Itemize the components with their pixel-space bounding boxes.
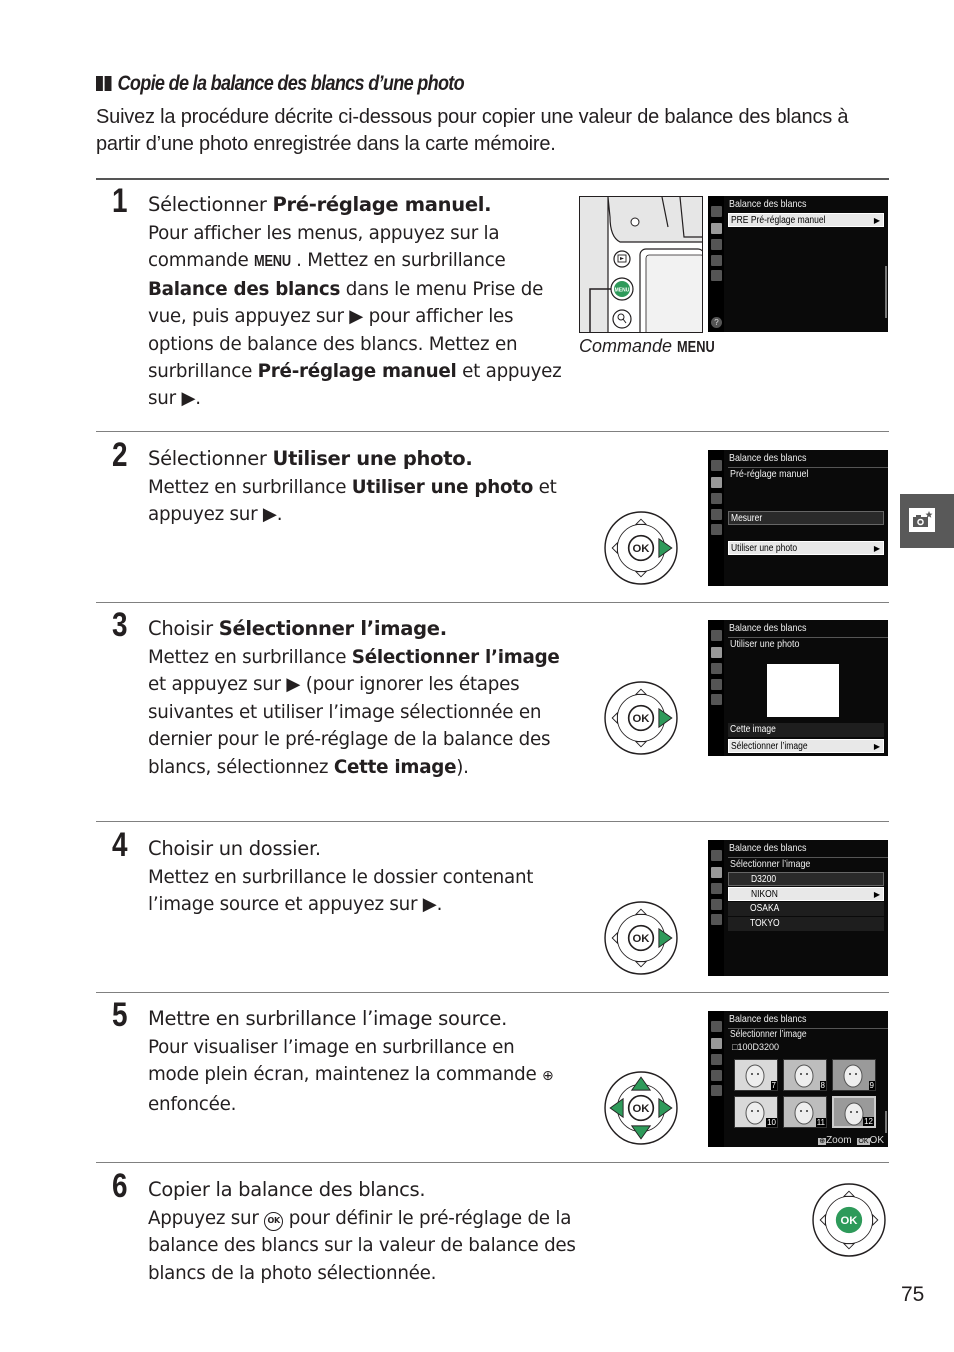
step-number: 4 [112, 826, 128, 864]
intro-paragraph: Suivez la procédure décrite ci-dessous pour copier une valeur de balance des blancs à partir d’une photo enregistrée dans la carte mémoire. [96, 106, 849, 155]
step-title: Choisir un dossier. [148, 837, 321, 860]
step-title: Sélectionner Pré-réglage manuel. [148, 193, 492, 216]
multi-selector-step4 [604, 901, 678, 975]
menu-row-select-image[interactable]: Sélectionner l’image ▶ [728, 739, 884, 753]
photo-thumbnail[interactable]: 8 [783, 1059, 827, 1091]
step-body: Mettez en surbrillance Sélectionner l’image et appuyez sur ▶ (pour ignorer les étapes suivantes et utiliser l’image sélectionnée en dernier pour le pré-réglage de la balance des blancs, sélectionnez Cette image). [148, 647, 560, 778]
divider [96, 821, 889, 822]
step-title: Mettre en surbrillance l’image source. [148, 1007, 507, 1030]
divider [96, 431, 889, 432]
step-number: 6 [112, 1167, 128, 1205]
step-title: Copier la balance des blancs. [148, 1178, 426, 1201]
step-number: 3 [112, 606, 128, 644]
divider [96, 992, 889, 993]
camera-screen-choose-folder: Balance des blancs Sélectionner l’image D3200 NIKON ▶ OSAKA TOKYO [708, 840, 888, 976]
folder-row[interactable]: TOKYO [728, 917, 884, 931]
svg-text:OK: OK [632, 933, 650, 946]
svg-text:OK: OK [632, 713, 650, 726]
camera-star-icon [909, 508, 935, 532]
photo-thumbnail[interactable]: 9 [832, 1059, 876, 1091]
multi-selector-step6 [812, 1183, 886, 1257]
scrollbar[interactable] [885, 1111, 887, 1133]
multi-selector-step5 [604, 1071, 678, 1145]
menu-row-use-photo[interactable]: Utiliser une photo ▶ [728, 541, 884, 555]
image-preview [767, 664, 839, 717]
folder-label: □100D3200 [732, 1042, 779, 1052]
divider [96, 1162, 889, 1163]
folder-row[interactable]: NIKON ▶ [728, 887, 884, 901]
step-body: Pour visualiser l’image en surbrillance en mode plein écran, maintenez la commande ⊕ enfoncée. [148, 1037, 554, 1115]
menu-row-mesurer[interactable]: Mesurer [728, 511, 884, 525]
divider [96, 178, 889, 180]
step-body: Mettez en surbrillance Utiliser une photo et appuyez sur ▶. [148, 477, 557, 526]
folder-row[interactable]: OSAKA [728, 902, 884, 916]
menu-button-icon: MENU [254, 253, 291, 271]
menu-row-pre[interactable]: PRE Pré-réglage manuel ▶ [728, 213, 884, 227]
section-marker-icon [105, 76, 112, 91]
zoom-in-button-icon: ⊕ [542, 1068, 554, 1085]
camera-screen-wb-menu: Balance des blancs PRE Pré-réglage manuel ▶ ? [708, 196, 888, 332]
svg-text:OK: OK [840, 1215, 858, 1228]
step-number: 2 [112, 436, 128, 474]
step-body: Appuyez sur OK pour définir le pré-réglage de la balance des blancs sur la valeur de balance des blancs de la photo sélectionnée. [148, 1208, 576, 1284]
help-icon: ? [711, 317, 722, 328]
folder-row[interactable]: D3200 [728, 872, 884, 886]
menu-row-this-image[interactable]: Cette image [728, 723, 884, 737]
footer-hints: ⊕Zoom OKOK [819, 1135, 884, 1146]
step-number: 5 [112, 996, 128, 1034]
step-body: Pour afficher les menus, appuyez sur la commande MENU . Mettez en surbrillance Balance des blancs dans le menu Prise de vue, puis appuyez sur ▶ pour afficher les options de balance des blancs. Mettez en surbrillance Pré-réglage manuel et appuyez sur ▶. [148, 223, 562, 410]
multi-selector-step2 [604, 511, 678, 585]
photo-thumbnail[interactable]: 11 [783, 1096, 827, 1128]
ok-button-icon: OK [264, 1212, 283, 1231]
section-title: Copie de la balance des blancs d’une photo [96, 72, 464, 96]
zoom-key-icon: ⊕ [819, 1138, 826, 1145]
divider [96, 602, 889, 603]
camera-screen-preset-manual: Balance des blancs Pré-réglage manuel Mesurer Utiliser une photo ▶ [708, 450, 888, 586]
camera-screen-thumbnails: Balance des blancs Sélectionner l’image □100D3200 7 8 9 10 11 12 ⊕Zoom OKOK [708, 1011, 888, 1147]
step-body: Mettez en surbrillance le dossier contenant l’image source et appuyez sur ▶. [148, 867, 534, 916]
scrollbar[interactable] [885, 266, 887, 318]
step-title: Choisir Sélectionner l’image. [148, 617, 447, 640]
step-number: 1 [112, 182, 128, 220]
svg-text:MENU: MENU [614, 287, 630, 294]
chapter-tab [900, 494, 954, 548]
multi-selector-step3 [604, 681, 678, 755]
camera-back-illustration [579, 196, 703, 333]
camera-screen-use-photo: Balance des blancs Utiliser une photo Cette image Sélectionner l’image ▶ [708, 620, 888, 756]
menu-button-caption: Commande MENU [579, 336, 715, 356]
svg-text:OK: OK [632, 543, 650, 556]
svg-text:OK: OK [632, 1103, 650, 1116]
photo-thumbnail[interactable]: 12 [832, 1096, 876, 1128]
photo-thumbnail[interactable]: 7 [734, 1059, 778, 1091]
page-number: 75 [901, 1283, 925, 1306]
ok-key-icon: OK [858, 1138, 869, 1145]
step-title: Sélectionner Utiliser une photo. [148, 447, 473, 470]
photo-thumbnail[interactable]: 10 [734, 1096, 778, 1128]
section-marker-icon [96, 76, 103, 91]
